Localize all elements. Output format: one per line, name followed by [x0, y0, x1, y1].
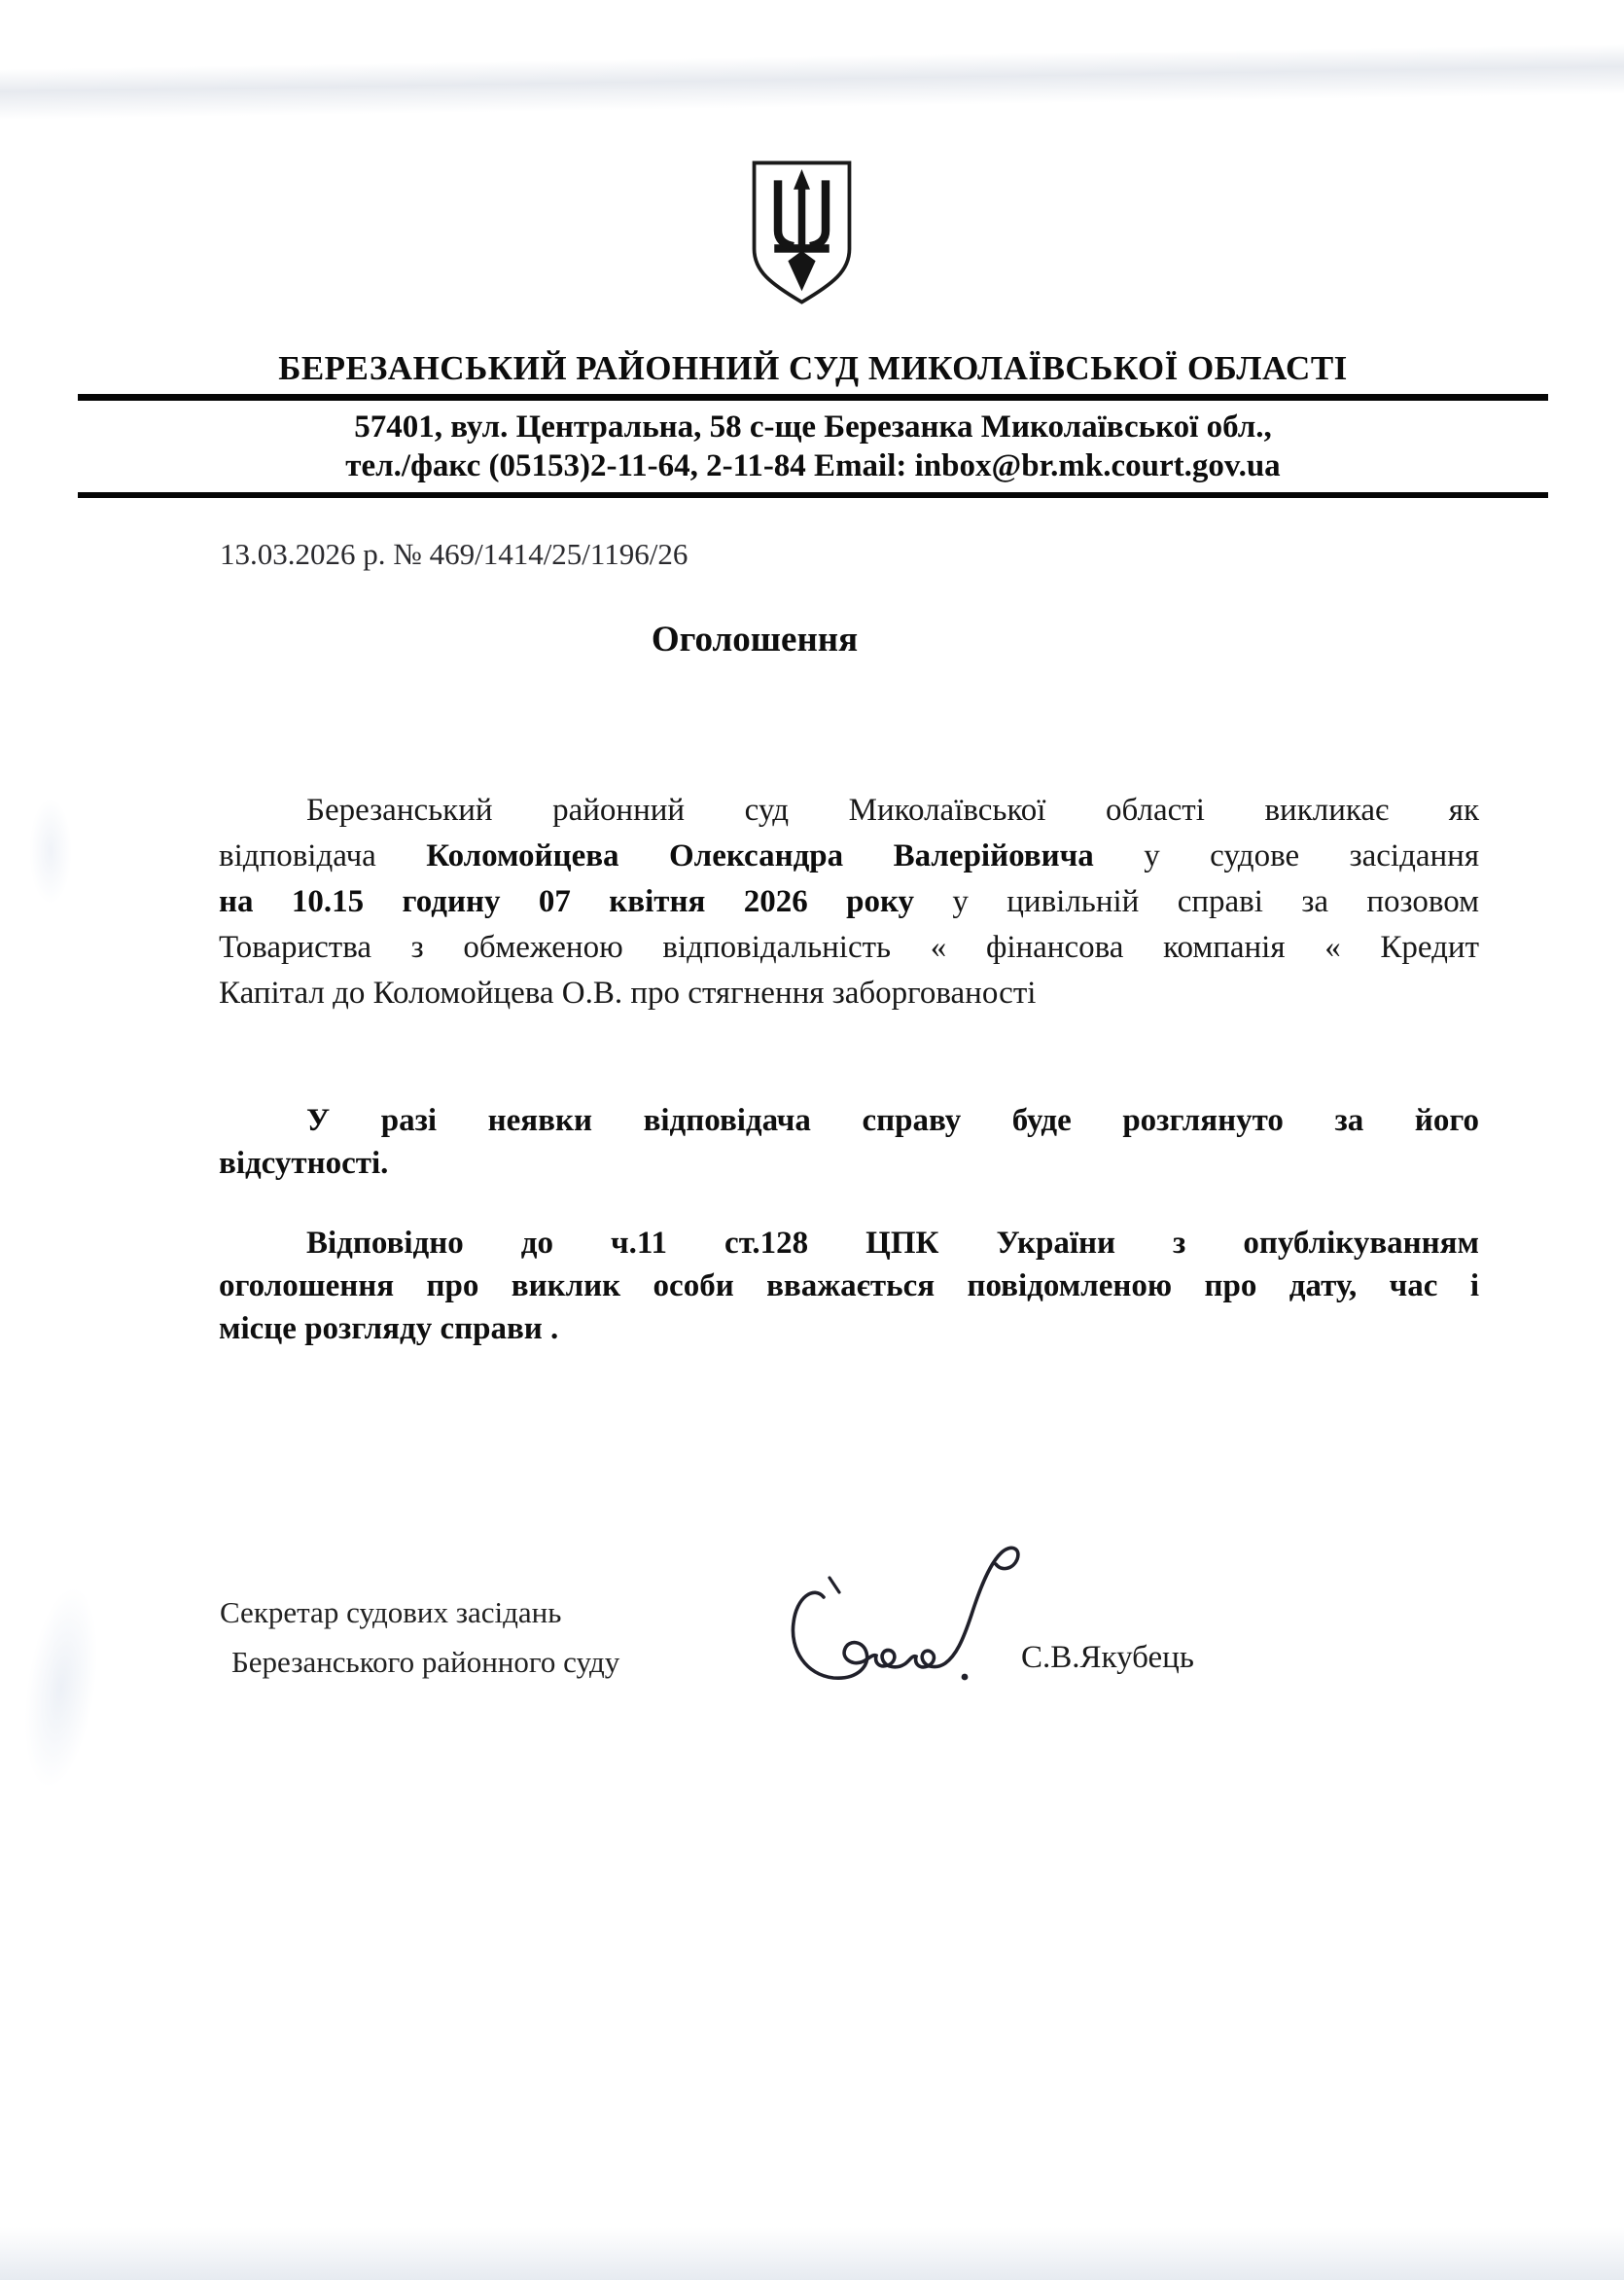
signature-stroke	[793, 1548, 1017, 1678]
signer-role	[220, 1587, 619, 1687]
paragraph-line	[219, 1265, 1479, 1307]
text-run: Відповідно до ч.11 ст.128 ЦПК України з опублікуванням	[306, 1226, 1479, 1261]
text-run: оголошення про виклик особи вважається повідомленою про дату, час і	[219, 1268, 1479, 1303]
absence-warning-paragraph	[219, 1099, 1479, 1185]
court-contacts: тел./факс (05153)2-11-64, 2-11-84 Email: inbox@br.mk.court.gov.ua	[345, 448, 1281, 483]
scan-smudge	[14, 1582, 110, 1794]
scan-edge-artifact-bottom	[0, 2227, 1624, 2280]
letterhead	[78, 348, 1548, 498]
header-divider-bottom	[78, 492, 1548, 498]
paragraph-line	[219, 971, 1479, 1016]
paragraph-line	[219, 1142, 1479, 1185]
handwritten-signature-icon	[773, 1537, 1065, 1702]
text-run: Капітал до Коломойцева О.В. про стягнення заборгованості	[219, 976, 1037, 1011]
date-and-case-number: 13.03.2026 р. № 469/1414/25/1196/26	[220, 537, 688, 571]
summons-paragraph	[219, 788, 1479, 1016]
paragraph-line	[219, 925, 1479, 971]
text-run: У разі неявки відповідача справу буде розглянуто за його	[306, 1103, 1479, 1138]
signature-dot	[962, 1674, 969, 1681]
paragraph-line	[219, 1099, 1479, 1142]
emphasized-text: Коломойцева Олександра Валерійовича	[426, 838, 1094, 873]
signature-accent	[830, 1578, 839, 1592]
court-name: БЕРЕЗАНСЬКИЙ РАЙОННИЙ СУД МИКОЛАЇВСЬКОЇ ОБЛАСТІ	[278, 349, 1348, 387]
scan-smudge	[29, 798, 72, 905]
paragraph-line	[219, 1222, 1479, 1265]
paragraph-line	[219, 834, 1479, 879]
signer-role-line2: Березанського районного суду	[231, 1645, 620, 1679]
text-run: Березанський районний суд Миколаївської області викликає як	[306, 793, 1479, 828]
paragraph-line	[219, 1307, 1479, 1350]
paragraph-line	[219, 879, 1479, 925]
signer-role-line1: Секретар судових засідань	[220, 1595, 562, 1629]
text-run: місце розгляду справи .	[219, 1311, 559, 1346]
header-divider-top	[78, 394, 1548, 401]
text-run: відповідача	[219, 838, 427, 873]
ukraine-trident-coat-of-arms-icon	[747, 156, 857, 309]
legal-basis-paragraph	[219, 1222, 1479, 1350]
emphasized-text: на 10.15 годину 07 квітня 2026 року	[219, 884, 914, 919]
document-title: Оголошення	[651, 620, 859, 659]
text-run: Товариства з обмеженою відповідальність « фінансова компанія « Кредит	[219, 930, 1479, 965]
signer-name: С.В.Якубець	[1021, 1640, 1194, 1675]
document-body	[219, 788, 1479, 1350]
scan-edge-artifact-top	[0, 43, 1624, 121]
text-run: відсутності.	[219, 1146, 389, 1181]
court-address: 57401, вул. Центральна, 58 с-ще Березанка Миколаївської обл.,	[354, 410, 1272, 445]
text-run: у судове засідання	[1093, 838, 1480, 873]
paragraph-line	[219, 788, 1479, 834]
text-run: у цивільній справі за позовом	[914, 884, 1480, 919]
